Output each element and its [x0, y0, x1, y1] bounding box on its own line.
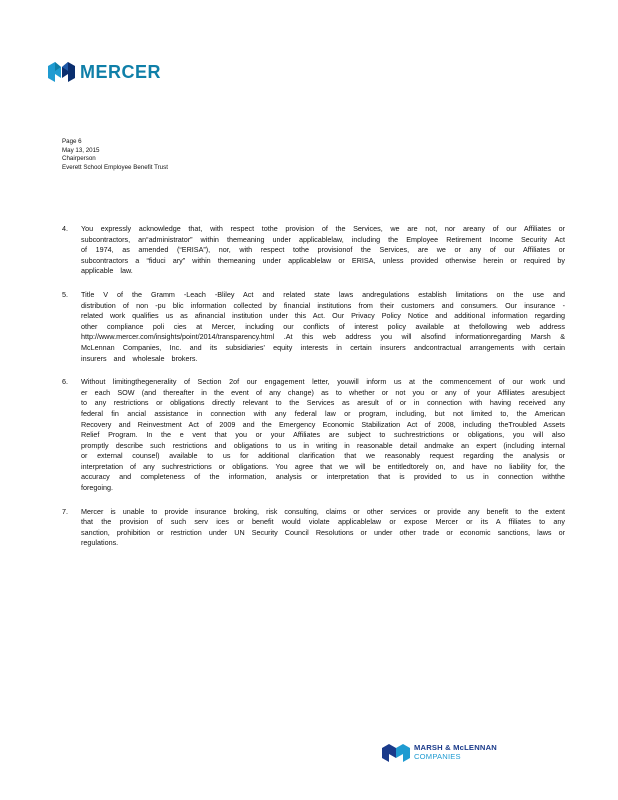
clause-item: [62, 507, 568, 549]
clause-text: Mercer is unable to provide insurance broking, risk consulting, claims or other services or provide any benefit to the extent that the provision of such serv ices or benefit would violate applicablelaw or expose Mercer or its A ffiliates to any sanction, prohibition or restriction under UN Security Council Resolutions or under other trade or economic sanctions, laws or regulations.: [81, 506, 565, 548]
letter-header: [62, 138, 168, 173]
mercer-logo-text: MERCER: [80, 61, 162, 82]
clause-text: Title V of the Gramm -Leach -Bliley Act and related state laws andregulations establish limitations on the use and distribution of non -pu blic information collected by financial institutions from their customers and consumers. Our insurance -related work qualifies us as afinancial institution under this Act. Our Privacy Policy Notice and additional information regarding other compliance poli cies at Mercer, including our conflicts of interest policy available at thefollowing web address http://www.mercer.com/insights/point/2014/transparency.html .At this web address you will alsofind informationregarding Marsh & McLennan Companies, Inc. and its subsidiaries' equity interests in certain insurers andcontractual arrangements with certain insurers and wholesale brokers.: [81, 289, 565, 363]
mercer-logo: [48, 62, 161, 82]
mmc-name: MARSH & McLENNAN: [414, 743, 497, 753]
recipient-organization: Everett School Employee Benefit Trust: [62, 164, 168, 172]
mmc-logo-text: [414, 744, 497, 761]
clause-item: [62, 377, 568, 494]
mmc-companies: COMPANIES: [414, 752, 461, 761]
letter-date: May 13, 2015: [62, 146, 100, 154]
clause-item: [62, 224, 568, 277]
mmc-logo-mark-icon: [382, 744, 410, 762]
marsh-mclennan-logo: [382, 744, 497, 762]
mercer-logo-mark-icon: [48, 62, 75, 82]
recipient-role: Chairperson: [62, 155, 96, 163]
clause-number: 4.: [62, 224, 68, 233]
page-number: Page 6: [62, 138, 82, 145]
clause-number: 5.: [62, 289, 68, 299]
clause-number: 7.: [62, 506, 68, 516]
clause-text: You expressly acknowledge that, with respect tothe provision of the Services, we are not, nor areany of our Affiliates or subcontractors, an“administrator” within themeaning under applicablelaw, including the Employee Retirement Income Security Act of 1974, as amended (“ERISA”), nor, with respect tothe provisionof the Services, are we or any of our Affiliates or subcontractors a “fiduci ary” within themeaning under applicablelaw or ERISA, unless provided otherwise herein or required by applicable law.: [81, 224, 565, 276]
clause-text: Without limitingthegenerality of Section 2of our engagement letter, youwill inform us at the commencement of our work und er each SOW (and thereafter in the event of any change) as to whether or not you or any of your Affiliates aresubject to any restrictions or obligations directly relevant to the Services as aresult of or in connection with having received any federal fin ancial assistance in connection with any federal law or program, including, but not limited to, the American Recovery and Reinvestment Act of 2009 and the Emergency Economic Stabilization Act of 2008, including theTroubled Assets Relief Program. In the e vent that you or your Affiliates are subject to suchrestrictions or obligations, you will also promptly describe such restrictions and obligations to us in writing in reasonable detail andmake an expert (including internal or external counsel) available to us for additional clarification that we reasonably request regarding the analysis or interpretation of any suchrestrictions or obligations. You agree that we will be entitledtorely on, and have no liability for, the accuracy and completeness of the information, analysis or interpretation that is provided to us in connection withthe foregoing.: [81, 377, 565, 493]
numbered-clauses: [62, 224, 568, 562]
clause-item: [62, 290, 568, 364]
clause-number: 6.: [62, 377, 68, 387]
